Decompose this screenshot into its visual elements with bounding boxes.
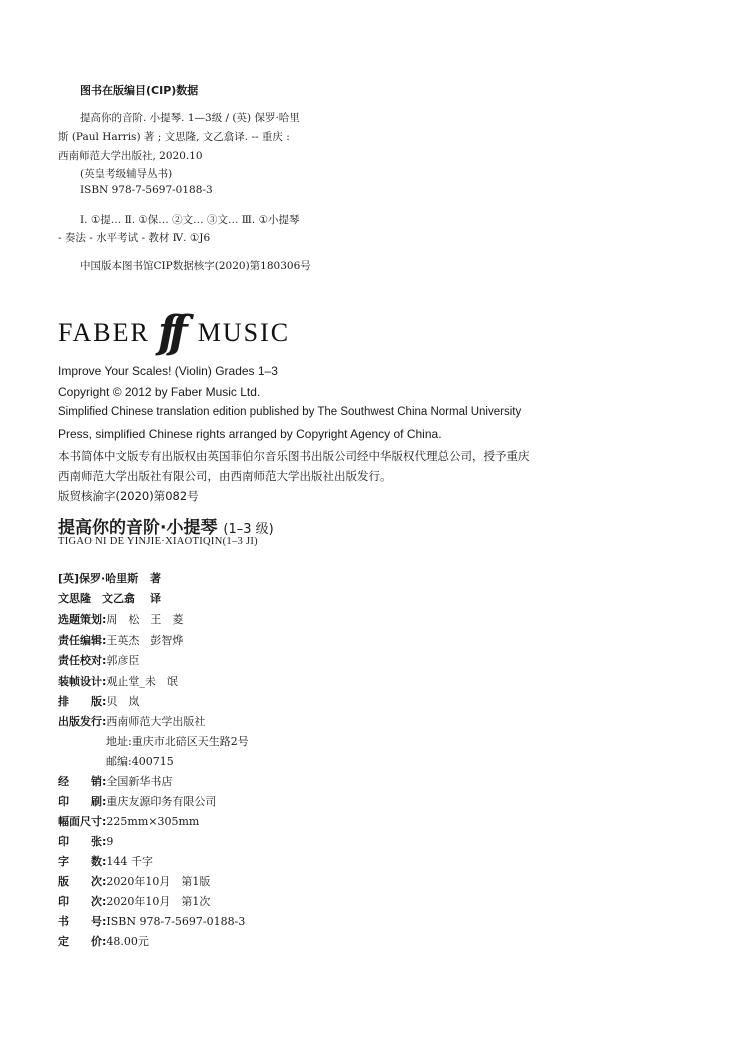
credit-row (58, 611, 183, 627)
cip-line: 西南师范大学出版社, 2020.10 (58, 150, 203, 162)
english-title-line: Improve Your Scales! (Violin) Grades 1–3 (58, 364, 278, 378)
spec-label: 印 次: (58, 895, 107, 908)
credit-value: 周 松 王 菱 (106, 613, 184, 626)
cip-line: 斯 (Paul Harris) 著 ; 文思隆, 文乙翕译. -- 重庆 : (58, 131, 290, 143)
spec-value: 144 千字 (106, 855, 153, 868)
cip-line: - 奏法 - 水平考试 - 教材 Ⅳ. ①J6 (58, 232, 211, 244)
cn-copyright-line: 版贸核渝字(2020)第082号 (58, 489, 199, 503)
cip-line: 中国版本图书馆CIP数据核字(2020)第180306号 (80, 260, 311, 272)
book-title-main: 提高你的音阶·小提琴 (58, 518, 218, 538)
spec-value: 2020年10月 第1次 (106, 895, 211, 908)
credit-label: 责任编辑: (58, 634, 107, 647)
cip-line: Ⅰ. ①提… Ⅱ. ①保… ②文… ③文… Ⅲ. ①小提琴 (80, 214, 300, 226)
spec-label: 定 价: (58, 935, 107, 948)
credit-row (58, 632, 183, 648)
spec-row (58, 913, 245, 929)
credit-value: 王英杰 彭智烨 (106, 634, 184, 647)
credit-label: 责任校对: (58, 654, 107, 667)
credit-value: 贝 岚 (106, 695, 140, 708)
cip-heading: 图书在版编目(CIP)数据 (80, 84, 199, 97)
cip-line: ISBN 978-7-5697-0188-3 (80, 184, 213, 196)
credit-translator (58, 590, 161, 606)
copyright-line: Copyright © 2012 by Faber Music Ltd. (58, 385, 261, 399)
credit-row (58, 713, 205, 729)
spec-label: 字 数: (58, 855, 107, 868)
spec-value: 9 (106, 835, 114, 848)
spec-row (58, 833, 113, 849)
credit-row (58, 693, 139, 709)
cn-copyright-line: 西南师范大学出版社有限公司，由西南师范大学出版社出版发行。 (58, 469, 392, 483)
spec-row (58, 933, 149, 949)
logo-word-left: FABER (58, 318, 150, 347)
spec-value: 225mm×305mm (106, 815, 200, 828)
credit-label: 出版发行: (58, 715, 107, 728)
spec-value: 48.00元 (106, 935, 149, 948)
spec-row (58, 853, 153, 869)
spec-row (58, 873, 210, 889)
credit-value: 译 (150, 592, 161, 605)
book-title (58, 513, 274, 538)
credit-label: 装帧设计: (58, 675, 107, 688)
spec-value: 2020年10月 第1版 (106, 875, 211, 888)
spec-row (58, 773, 172, 789)
publisher-address: 地址:重庆市北碚区天生路2号 (106, 735, 249, 748)
book-title-pinyin: TIGAO NI DE YINJIE·XIAOTIQIN(1–3 JI) (58, 536, 258, 547)
spec-label: 经 销: (58, 775, 107, 788)
credit-value: 郭彦臣 (106, 654, 140, 667)
publisher-postcode: 邮编:400715 (106, 755, 174, 768)
spec-label: 印 刷: (58, 795, 107, 808)
spec-label: 版 次: (58, 875, 107, 888)
logo-ff-mark: ff (157, 307, 180, 358)
book-title-sub: (1–3 级) (223, 522, 274, 537)
spec-label: 幅面尺寸: (58, 815, 107, 828)
cip-line: (英皇考级辅导丛书) (80, 168, 173, 180)
spec-row (58, 813, 199, 829)
cip-line: 提高你的音阶. 小提琴. 1—3级 / (英) 保罗·哈里 (80, 112, 300, 124)
credit-author (58, 570, 161, 586)
spec-value: ISBN 978-7-5697-0188-3 (106, 915, 246, 928)
faber-music-logo (58, 308, 290, 358)
credit-row (58, 652, 139, 668)
spec-label: 印 张: (58, 835, 107, 848)
credit-label: 排 版: (58, 695, 107, 708)
spec-row (58, 793, 216, 809)
credit-label: 选题策划: (58, 613, 107, 626)
logo-word-right: MUSIC (197, 318, 291, 347)
credit-value: 著 (150, 572, 161, 585)
credit-value: 西南师范大学出版社 (106, 715, 206, 728)
cn-copyright-line: 本书简体中文版专有出版权由英国菲伯尔音乐图书出版公司经中华版权代理总公司，授予重庆 (58, 449, 530, 463)
spec-row (58, 893, 210, 909)
spec-label: 书 号: (58, 915, 107, 928)
spec-value: 重庆友源印务有限公司 (106, 795, 217, 808)
credit-value: 观止堂_未 氓 (106, 675, 178, 688)
translation-line: Press, simplified Chinese rights arranged by Copyright Agency of China. (58, 427, 442, 441)
credit-row (58, 673, 178, 689)
credit-label: [英]保罗·哈里斯 (58, 572, 139, 585)
translation-line: Simplified Chinese translation edition published by The Southwest China Normal University (58, 406, 522, 418)
credit-label: 文思隆 文乙翕 (58, 592, 135, 605)
spec-value: 全国新华书店 (106, 775, 173, 788)
